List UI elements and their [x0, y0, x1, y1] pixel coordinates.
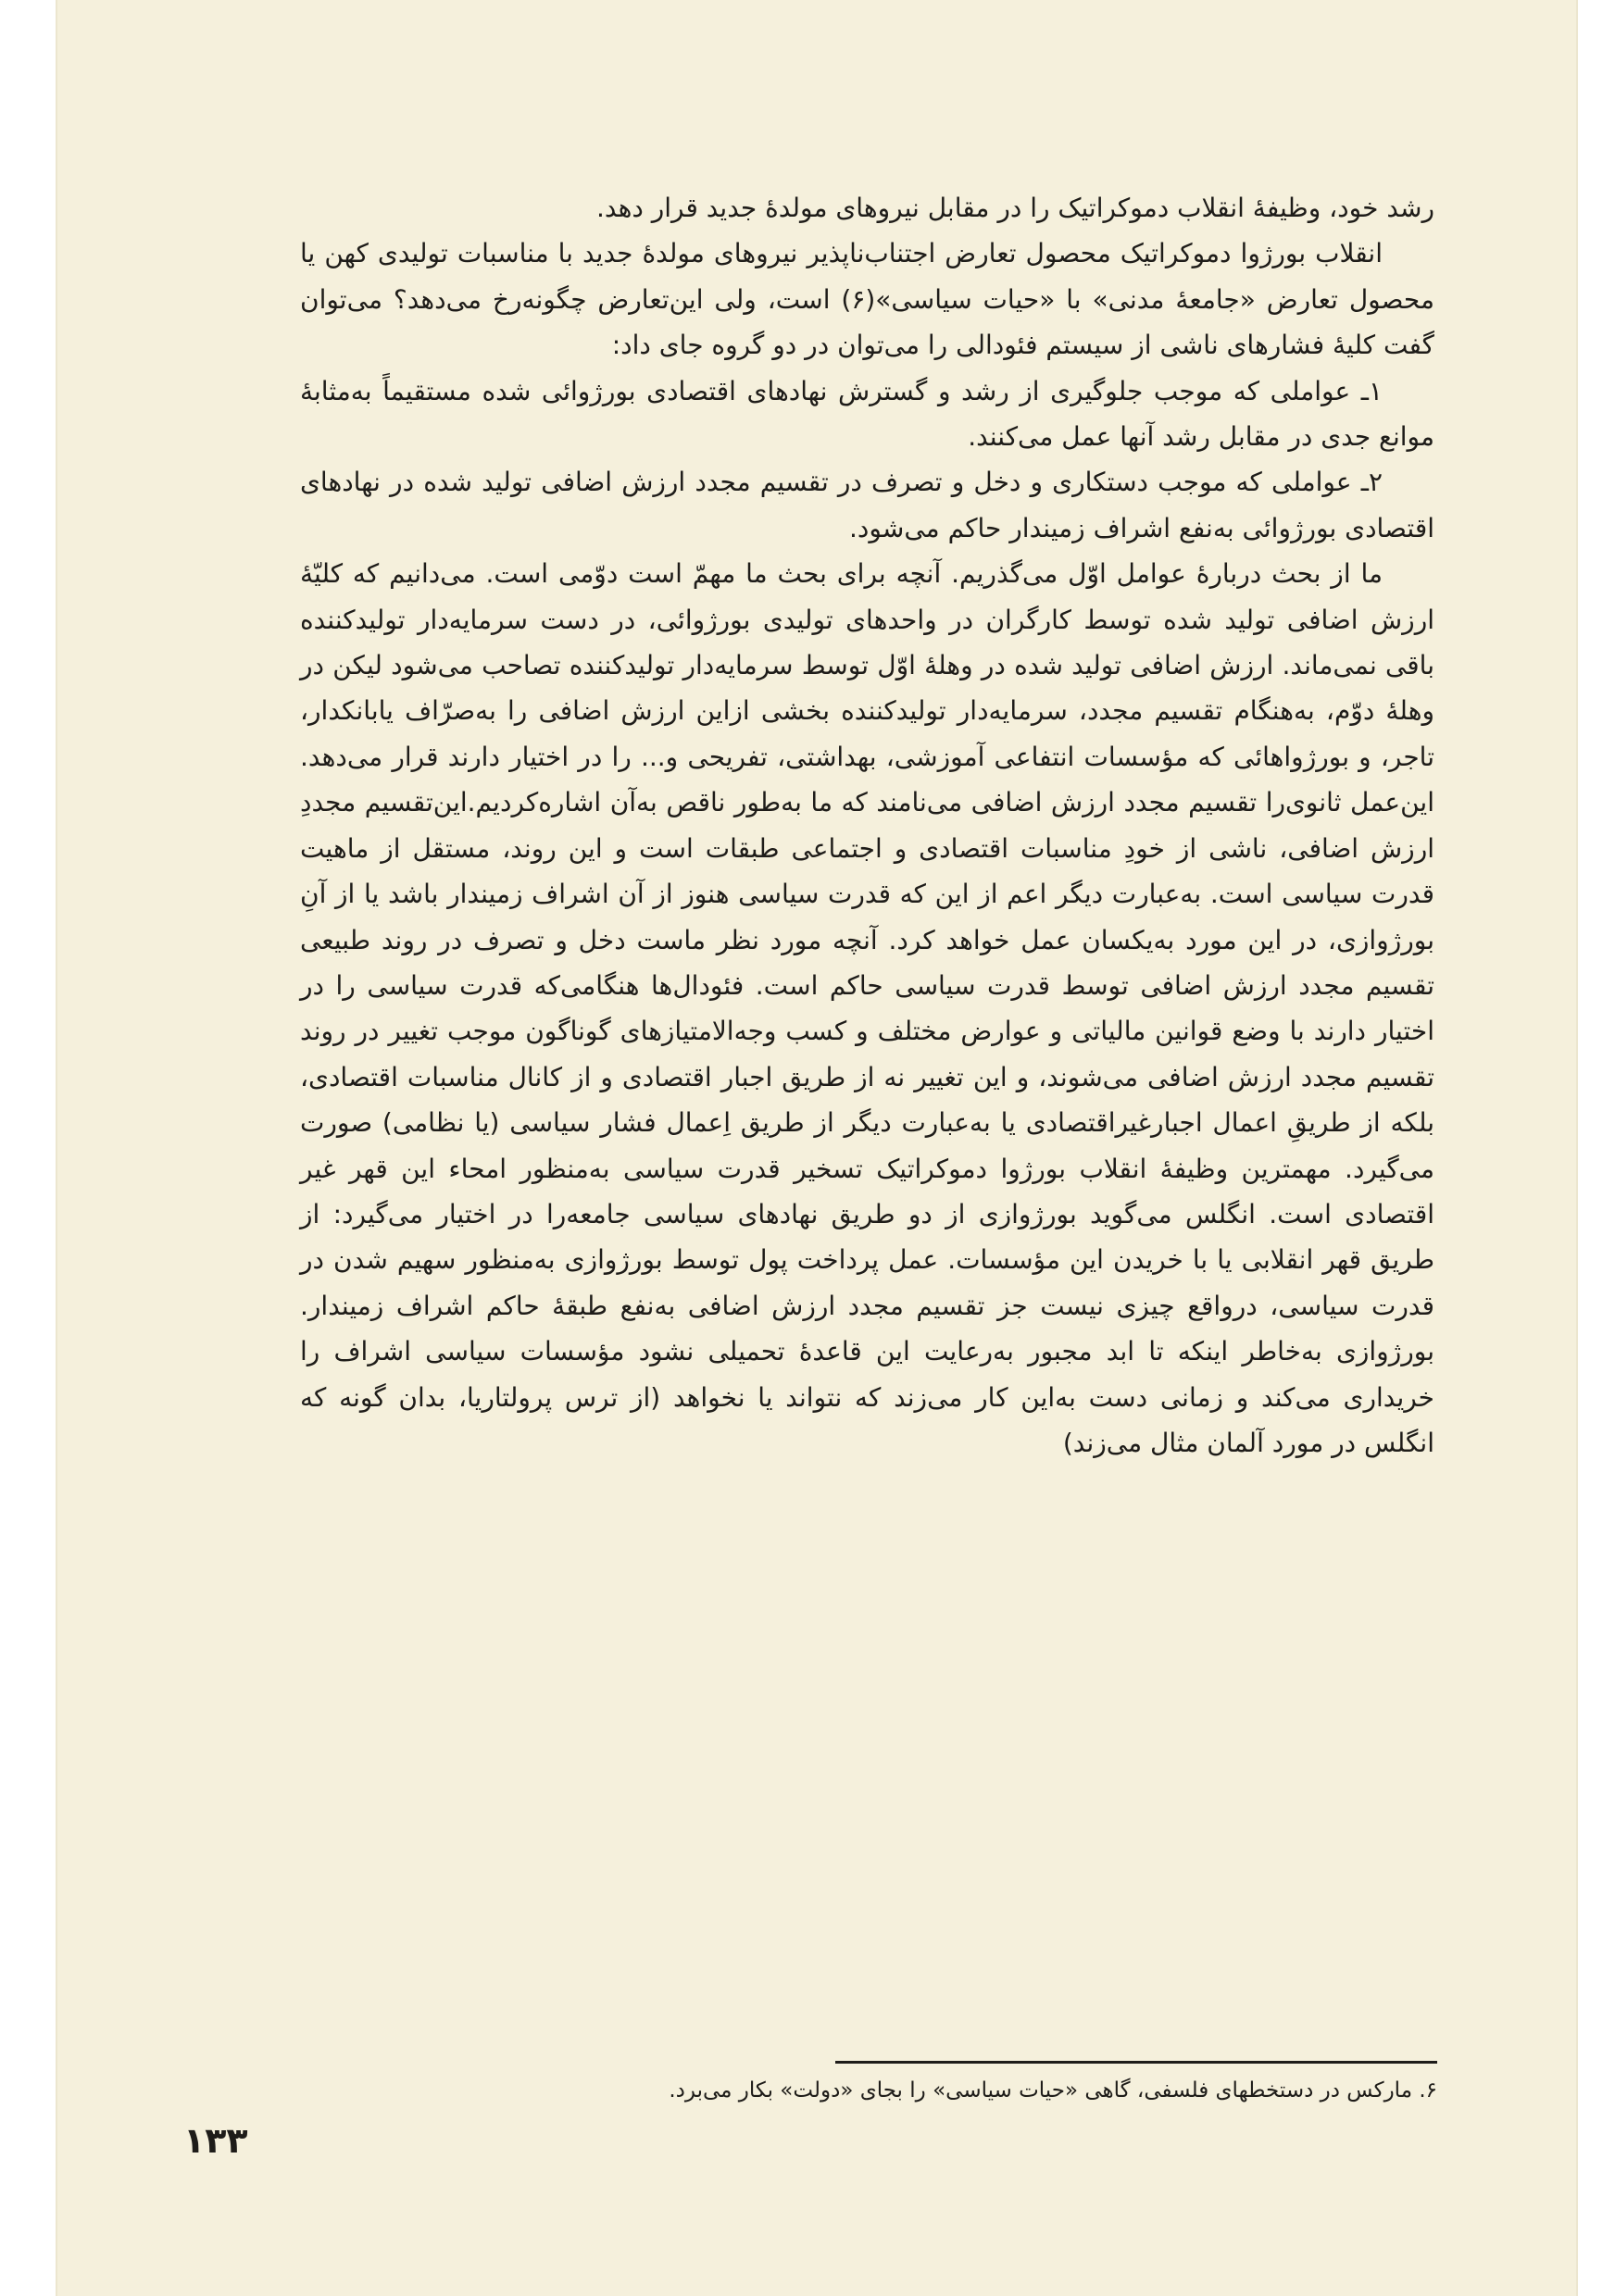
- paragraph-continuation: رشد خود، وظیفهٔ انقلاب دموکراتیک را در مقابل نیروهای مولدهٔ جدید قرار دهد.: [595, 193, 1434, 223]
- footnote: ۶. مارکس در دستخطهای فلسفی، گاهی «حیات سیاسی» را بجای «دولت» بکار می‌برد.: [669, 2078, 1437, 2103]
- list-item-1: ۱ـ عواملی که موجب جلوگیری از رشد و گسترش نهادهای اقتصادی بورژوائی شده مستقیماً به‌مثابهٔ موانع جدی در مقابل رشد آنها عمل می‌کنند.: [300, 375, 1434, 453]
- paragraph: انقلاب بورژوا دموکراتیک محصول تعارض اجتناب‌ناپذیر نیروهای مولدهٔ جدید با مناسبات تولیدی کهن یا محصول تعارض «جامعهٔ مدنی» با «حیات سیاسی»(۶) است، ولی این‌تعارض چگونه‌رخ می‌دهد؟ می‌توان گفت کلیهٔ فشارهای ناشی از سیستم فئودالی را می‌توان در دو گروه جای داد:: [300, 238, 1434, 361]
- paragraph: ما از بحث دربارهٔ عوامل اوّل می‌گذریم. آنچه برای بحث ما مهمّ است دوّمی است. می‌دانیم که کلیّهٔ ارزش اضافی تولید شده توسط کارگران در واحدهای تولیدی بورژوائی، در دست سرمایه‌دار تولیدکننده باقی نمی‌ماند. ارزش اضافی تولید شده در وهلهٔ اوّل توسط سرمایه‌دار تولیدکننده تصاحب می‌شود لیکن در وهلهٔ دوّم، به‌هنگام تقسیم مجدد، سرمایه‌دار تولیدکننده بخشی ازاین ارزش اضافی را به‌صرّاف یابانکدار، تاجر، و بورژواهائی که مؤسسات انتفاعی آموزشی، بهداشتی، تفریحی و... را در اختیار دارند قرار می‌دهد. این‌عمل ثانوی‌را تقسیم مجدد ارزش اضافی می‌نامند که ما به‌طور ناقص به‌آن اشاره‌کردیم.این‌تقسیم مجددِ ارزش اضافی، ناشی از خودِ مناسبات اقتصادی و اجتماعی طبقات است و این روند، مستقل از ماهیت قدرت سیاسی است. به‌عبارت دیگر اعم از این که قدرت سیاسی هنوز از آن اشراف زمیندار باشد یا از آنِ بورژوازی، در این مورد به‌یکسان عمل خواهد کرد. آنچه مورد نظر ماست دخل و تصرف در روند طبیعی تقسیم مجدد ارزش اضافی توسط قدرت سیاسی حاکم است. فئودال‌ها هنگامی‌که قدرت سیاسی را در اختیار دارند با وضع قوانین مالیاتی و عوارض مختلف و کسب وجه‌الامتیازهای گوناگون موجب تغییر در روند تقسیم مجدد ارزش اضافی می‌شوند، و این تغییر نه از طریق اجبار اقتصادی و از کانال مناسبات اقتصادی، بلکه از طریقِ اعمال اجبارغیراقتصادی یا به‌عبارت دیگر از طریق اِعمال فشار سیاسی (یا نظامی) صورت می‌گیرد. مهمترین وظیفهٔ انقلاب بورژوا دموکراتیک تسخیر قدرت سیاسی به‌منظور امحاء این قهر غیر اقتصادی است. انگلس می‌گوید بورژوازی از دو طریق نهادهای سیاسی جامعه‌را در اختیار می‌گیرد: از طریق قهر انقلابی یا با خریدن این مؤسسات. عمل پرداخت پول توسط بورژوازی به‌منظور سهیم شدن در قدرت سیاسی، درواقع چیزی نیست جز تقسیم مجدد ارزش اضافی به‌نفع طبقهٔ حاکم اشراف زمیندار. بورژوازی به‌خاطر اینکه تا ابد مجبور به‌رعایت این قاعدهٔ تحمیلی نشود مؤسسات سیاسی اشراف را خریداری می‌کند و زمانی دست به‌این کار می‌زند که نتواند یا نخواهد (از ترس پرولتاریا، بدان گونه که انگلس در مورد آلمان مثال می‌زند): [300, 558, 1434, 1458]
- list-item-2: ۲ـ عواملی که موجب دستکاری و دخل و تصرف در تقسیم مجدد ارزش اضافی تولید شده در نهادهای اقتصادی بورژوائی به‌نفع اشراف زمیندار حاکم می‌شود.: [300, 467, 1434, 543]
- body-text: [300, 185, 1434, 1466]
- footnote-divider: [835, 2061, 1437, 2064]
- book-page: [56, 0, 1578, 2296]
- page-number: ۱۳۳: [183, 2120, 248, 2161]
